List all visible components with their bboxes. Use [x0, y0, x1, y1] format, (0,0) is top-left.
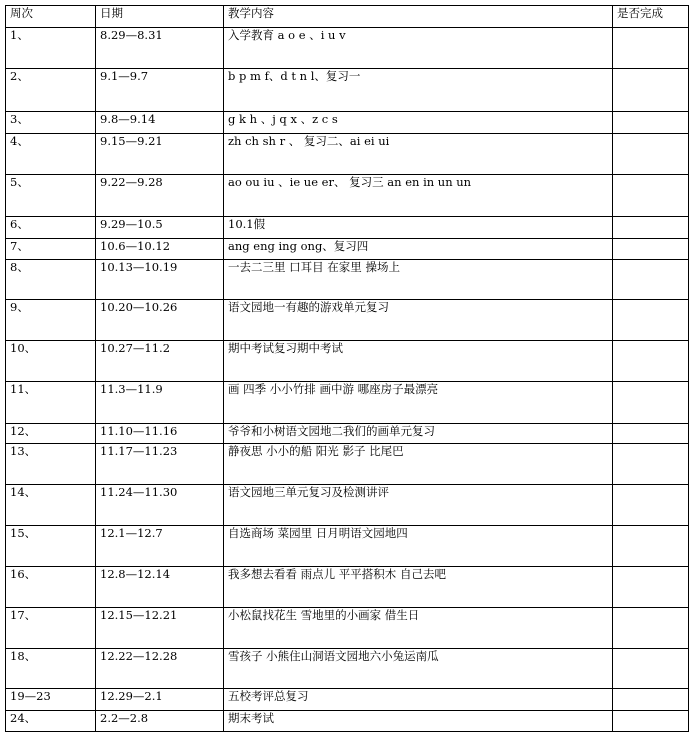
header-row	[6, 6, 689, 28]
date-cell: 11.3—11.9	[96, 382, 224, 424]
week-cell: 13、	[6, 444, 96, 485]
done-cell	[613, 112, 689, 134]
teaching-schedule-table	[5, 5, 689, 732]
week-cell: 5、	[6, 175, 96, 217]
content-cell: 入学教育 a o e 、i u v	[224, 28, 613, 69]
header-date: 日期	[96, 6, 224, 28]
week-cell: 1、	[6, 28, 96, 69]
week-cell: 2、	[6, 69, 96, 112]
week-cell: 10、	[6, 341, 96, 382]
table-row	[6, 112, 689, 134]
date-cell: 9.22—9.28	[96, 175, 224, 217]
content-cell: 期中考试复习期中考试	[224, 341, 613, 382]
done-cell	[613, 526, 689, 567]
week-cell: 15、	[6, 526, 96, 567]
done-cell	[613, 341, 689, 382]
done-cell	[613, 608, 689, 649]
date-cell: 9.15—9.21	[96, 134, 224, 175]
week-cell: 14、	[6, 485, 96, 526]
date-cell: 11.10—11.16	[96, 424, 224, 444]
date-cell: 9.29—10.5	[96, 217, 224, 239]
date-cell: 12.8—12.14	[96, 567, 224, 608]
table-row	[6, 28, 689, 69]
content-cell: 雪孩子 小熊住山洞语文园地六小兔运南瓜	[224, 649, 613, 689]
content-cell: g k h 、j q x 、z c s	[224, 112, 613, 134]
table-row	[6, 260, 689, 300]
table-row	[6, 300, 689, 341]
done-cell	[613, 689, 689, 711]
date-cell: 10.27—11.2	[96, 341, 224, 382]
date-cell: 12.15—12.21	[96, 608, 224, 649]
content-cell: 爷爷和小树语文园地二我们的画单元复习	[224, 424, 613, 444]
table-row	[6, 341, 689, 382]
week-cell: 12、	[6, 424, 96, 444]
content-cell: 语文园地一有趣的游戏单元复习	[224, 300, 613, 341]
done-cell	[613, 382, 689, 424]
done-cell	[613, 424, 689, 444]
content-cell: 小松鼠找花生 雪地里的小画家 借生日	[224, 608, 613, 649]
content-cell: 自选商场 菜园里 日月明语文园地四	[224, 526, 613, 567]
week-cell: 4、	[6, 134, 96, 175]
date-cell: 9.8—9.14	[96, 112, 224, 134]
done-cell	[613, 217, 689, 239]
done-cell	[613, 28, 689, 69]
content-cell: 一去二三里 口耳目 在家里 操场上	[224, 260, 613, 300]
done-cell	[613, 239, 689, 260]
week-cell: 8、	[6, 260, 96, 300]
week-cell: 17、	[6, 608, 96, 649]
done-cell	[613, 300, 689, 341]
content-cell: 静夜思 小小的船 阳光 影子 比尾巴	[224, 444, 613, 485]
week-cell: 16、	[6, 567, 96, 608]
table-row	[6, 69, 689, 112]
table-row	[6, 649, 689, 689]
date-cell: 11.17—11.23	[96, 444, 224, 485]
table-row	[6, 608, 689, 649]
done-cell	[613, 175, 689, 217]
header-done: 是否完成	[613, 6, 689, 28]
week-cell: 19—23	[6, 689, 96, 711]
done-cell	[613, 134, 689, 175]
table-row	[6, 444, 689, 485]
header-content: 教学内容	[224, 6, 613, 28]
date-cell: 12.1—12.7	[96, 526, 224, 567]
done-cell	[613, 69, 689, 112]
content-cell: 语文园地三单元复习及检测讲评	[224, 485, 613, 526]
done-cell	[613, 444, 689, 485]
content-cell: ang eng ing ong、复习四	[224, 239, 613, 260]
week-cell: 18、	[6, 649, 96, 689]
content-cell: zh ch sh r 、 复习二、ai ei ui	[224, 134, 613, 175]
week-cell: 11、	[6, 382, 96, 424]
content-cell: 10.1假	[224, 217, 613, 239]
table-row	[6, 217, 689, 239]
table-row	[6, 689, 689, 711]
content-cell: 五校考评总复习	[224, 689, 613, 711]
header-week: 周次	[6, 6, 96, 28]
week-cell: 24、	[6, 711, 96, 732]
table-row	[6, 175, 689, 217]
table-row	[6, 567, 689, 608]
date-cell: 10.13—10.19	[96, 260, 224, 300]
table-row	[6, 711, 689, 732]
done-cell	[613, 260, 689, 300]
date-cell: 12.29—2.1	[96, 689, 224, 711]
table-row	[6, 134, 689, 175]
table-row	[6, 424, 689, 444]
date-cell: 9.1—9.7	[96, 69, 224, 112]
content-cell: 我多想去看看 雨点儿 平平搭积木 自己去吧	[224, 567, 613, 608]
date-cell: 10.20—10.26	[96, 300, 224, 341]
table-row	[6, 485, 689, 526]
week-cell: 6、	[6, 217, 96, 239]
content-cell: 期末考试	[224, 711, 613, 732]
table-row	[6, 526, 689, 567]
table-row	[6, 239, 689, 260]
done-cell	[613, 485, 689, 526]
content-cell: ao ou iu 、ie ue er、 复习三 an en in un un	[224, 175, 613, 217]
date-cell: 10.6—10.12	[96, 239, 224, 260]
done-cell	[613, 649, 689, 689]
content-cell: 画 四季 小小竹排 画中游 哪座房子最漂亮	[224, 382, 613, 424]
week-cell: 3、	[6, 112, 96, 134]
week-cell: 7、	[6, 239, 96, 260]
date-cell: 12.22—12.28	[96, 649, 224, 689]
content-cell: b p m f、d t n l、复习一	[224, 69, 613, 112]
done-cell	[613, 567, 689, 608]
week-cell: 9、	[6, 300, 96, 341]
date-cell: 8.29—8.31	[96, 28, 224, 69]
date-cell: 11.24—11.30	[96, 485, 224, 526]
done-cell	[613, 711, 689, 732]
table-row	[6, 382, 689, 424]
date-cell: 2.2—2.8	[96, 711, 224, 732]
